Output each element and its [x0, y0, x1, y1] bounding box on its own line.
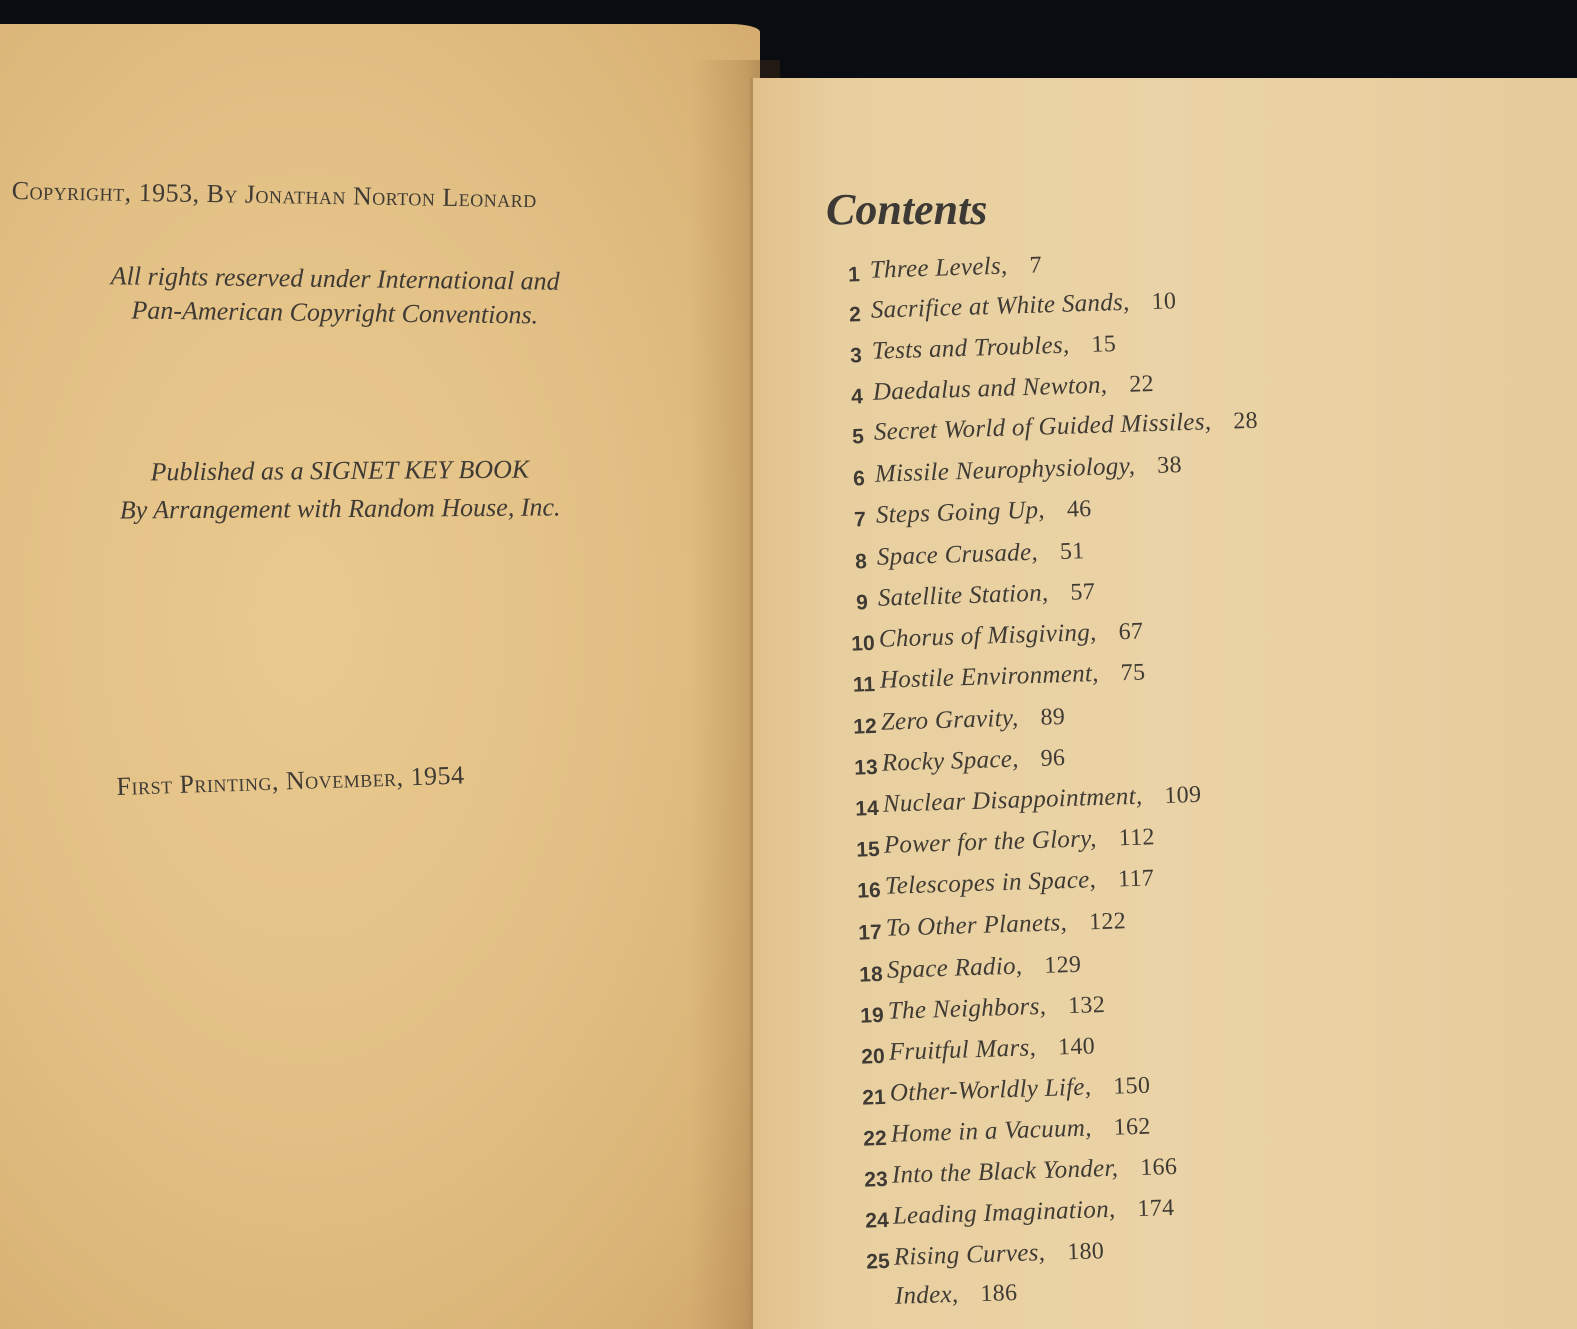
chapter-number: 2 [848, 303, 862, 327]
chapter-title: Missile Neurophysiology, [874, 452, 1136, 488]
page-number: 117 [1117, 865, 1155, 893]
copyright-line: Copyright, 1953, By Jonathan Norton Leonard [11, 176, 537, 214]
page-number: 129 [1043, 951, 1082, 979]
toc-entry [833, 331, 1117, 373]
toc-entry [846, 865, 1155, 908]
toc-entry [854, 1194, 1175, 1238]
chapter-title: Rocky Space, [881, 745, 1020, 777]
chapter-number: 5 [851, 425, 865, 449]
first-printing-line: First Printing, November, 1954 [116, 760, 465, 801]
chapter-title: Satellite Station, [877, 579, 1049, 612]
toc-entry [842, 704, 1066, 744]
page-number: 89 [1040, 704, 1066, 731]
chapter-title: Telescopes in Space, [884, 866, 1097, 900]
chapter-title: Leading Imagination, [892, 1195, 1116, 1230]
page-number: 186 [980, 1279, 1018, 1308]
page-number: 174 [1137, 1194, 1175, 1223]
chapter-number: 16 [856, 878, 882, 903]
chapter-number: 17 [857, 920, 883, 945]
page-number: 15 [1091, 331, 1117, 358]
page-number: 22 [1128, 370, 1155, 398]
chapter-title: Three Levels, [869, 252, 1008, 284]
chapter-title: To Other Planets, [885, 909, 1068, 942]
chapter-number: 7 [853, 508, 867, 532]
page-edge [750, 78, 753, 1329]
chapter-title: Other-Worldly Life, [889, 1073, 1092, 1107]
chapter-number: 14 [854, 796, 880, 821]
page-number: 180 [1066, 1238, 1105, 1266]
chapter-title: Into the Black Yonder, [891, 1154, 1119, 1189]
toc-entry [844, 781, 1202, 826]
page-number: 7 [1029, 252, 1043, 279]
chapter-title: Daedalus and Newton, [872, 371, 1108, 406]
toc-entry [835, 407, 1259, 454]
contents-heading: Contents [826, 185, 988, 234]
chapter-number: 15 [855, 837, 881, 862]
page-number: 75 [1120, 659, 1146, 687]
chapter-number: 6 [852, 467, 866, 491]
chapter-title: Secret World of Guided Missiles, [873, 408, 1212, 446]
page-number: 112 [1118, 824, 1156, 852]
published-line-2: By Arrangement with Random House, Inc. [119, 492, 561, 525]
chapter-title: Chorus of Misgiving, [878, 618, 1098, 653]
page-number: 96 [1040, 745, 1066, 772]
page-number: 122 [1088, 908, 1127, 936]
chapter-number: 23 [863, 1167, 889, 1192]
toc-entry [843, 745, 1066, 785]
chapter-number: 18 [858, 962, 884, 987]
page-number: 51 [1059, 538, 1085, 566]
chapter-title: Zero Gravity, [880, 704, 1019, 736]
chapter-title: The Neighbors, [887, 992, 1047, 1025]
toc-entry [839, 578, 1096, 620]
page-number: 109 [1164, 781, 1202, 809]
published-line-1: Published as a SIGNET KEY BOOK [150, 454, 530, 487]
toc-entry [847, 908, 1127, 950]
page-number: 132 [1067, 991, 1106, 1020]
chapter-number: 4 [850, 385, 864, 409]
page-number: 46 [1066, 496, 1092, 523]
chapter-number: 22 [862, 1126, 888, 1151]
chapter-number: 21 [861, 1085, 887, 1110]
chapter-number: 20 [860, 1044, 886, 1069]
left-page [0, 24, 760, 1329]
page-number: 166 [1139, 1153, 1178, 1181]
page-number: 38 [1156, 452, 1183, 479]
toc-entry [855, 1238, 1105, 1279]
page-number: 28 [1232, 407, 1259, 435]
chapter-title: Fruitful Mars, [888, 1034, 1037, 1066]
chapter-title: Home in a Vacuum, [890, 1114, 1093, 1148]
toc-entry [848, 951, 1082, 992]
chapter-number: 10 [850, 631, 876, 656]
toc-entry [840, 618, 1144, 661]
toc-entry [834, 370, 1155, 414]
rights-line-1: All rights reserved under International and [110, 261, 560, 296]
chapter-number: 24 [864, 1208, 890, 1233]
chapter-title: Rising Curves, [893, 1239, 1046, 1271]
page-number: 67 [1118, 618, 1144, 646]
chapter-number: 19 [859, 1003, 885, 1028]
toc-entry [850, 1033, 1096, 1074]
chapter-title: Space Radio, [886, 952, 1023, 984]
toc-entry [836, 452, 1183, 496]
chapter-number: 13 [853, 755, 879, 780]
rights-notice [50, 259, 621, 334]
publisher-notice [40, 450, 641, 530]
page-number: 10 [1151, 288, 1177, 315]
chapter-title: Index, [894, 1280, 959, 1310]
toc-entry [853, 1153, 1178, 1197]
chapter-number: 1 [847, 263, 861, 287]
page-number: 57 [1070, 578, 1096, 606]
chapter-number: 8 [854, 550, 868, 574]
chapter-title: Tests and Troubles, [871, 331, 1070, 365]
chapter-title: Sacrifice at White Sands, [870, 288, 1131, 324]
toc-entry [837, 496, 1092, 537]
toc-entry [838, 538, 1085, 579]
chapter-title: Hostile Environment, [879, 659, 1100, 694]
page-number: 150 [1112, 1072, 1151, 1100]
toc-entry [849, 991, 1106, 1033]
page-number: 140 [1057, 1033, 1096, 1061]
toc-entry [845, 824, 1156, 867]
toc-entry [841, 659, 1146, 702]
chapter-number: 12 [852, 714, 878, 739]
chapter-title: Steps Going Up, [875, 496, 1046, 529]
chapter-title: Space Crusade, [876, 538, 1039, 571]
toc-entry [831, 252, 1043, 292]
chapter-title: Nuclear Disappointment, [882, 782, 1143, 818]
toc-entry [852, 1113, 1151, 1156]
chapter-number: 9 [855, 591, 869, 615]
toc-entry [832, 288, 1177, 332]
rights-line-2: Pan-American Copyright Conventions. [131, 295, 539, 330]
toc-entry [851, 1072, 1151, 1115]
chapter-number: 25 [865, 1249, 891, 1274]
chapter-number: 11 [852, 672, 876, 697]
chapter-title: Power for the Glory, [883, 825, 1098, 859]
page-number: 162 [1113, 1113, 1151, 1141]
chapter-number: 3 [849, 344, 863, 368]
